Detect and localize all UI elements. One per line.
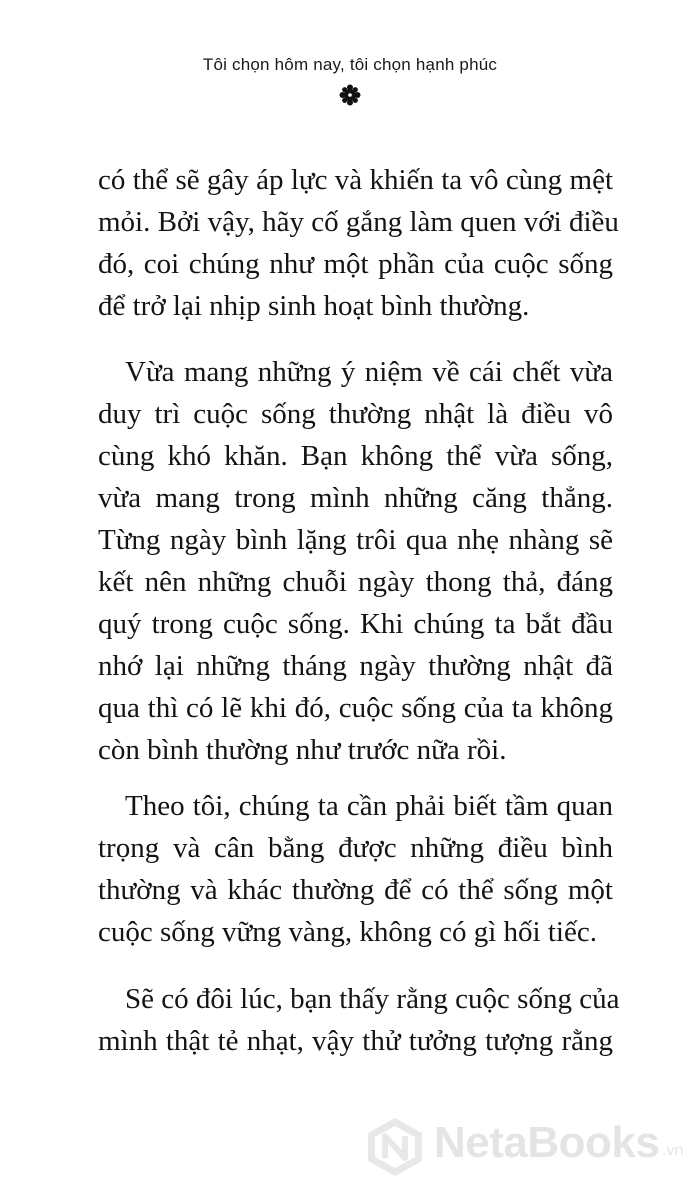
text-line: trọng và cân bằng được những điều bình bbox=[98, 832, 613, 864]
text-line: Vừa mang những ý niệm về cái chết vừa bbox=[125, 356, 613, 388]
netabooks-logo-icon bbox=[364, 1116, 426, 1178]
text-line: Theo tôi, chúng ta cần phải biết tầm quan bbox=[125, 790, 613, 822]
flower-ornament-icon bbox=[339, 84, 361, 106]
text-line: mình thật tẻ nhạt, vậy thử tưởng tượng rằng bbox=[98, 1025, 613, 1057]
text-line: cuộc sống vững vàng, không có gì hối tiếc. bbox=[98, 916, 597, 948]
text-line: đó, coi chúng như một phần của cuộc sống bbox=[98, 248, 613, 280]
text-line: để trở lại nhịp sinh hoạt bình thường. bbox=[98, 290, 530, 322]
text-line: nhớ lại những tháng ngày thường nhật đã bbox=[98, 650, 613, 682]
running-title: Tôi chọn hôm nay, tôi chọn hạnh phúc bbox=[202, 55, 498, 74]
text-line: Từng ngày bình lặng trôi qua nhẹ nhàng sẽ bbox=[98, 524, 613, 556]
text-line: Sẽ có đôi lúc, bạn thấy rằng cuộc sống của bbox=[125, 983, 620, 1015]
text-line: vừa mang trong mình những căng thẳng. bbox=[98, 482, 613, 514]
watermark-suffix: .vn bbox=[662, 1142, 684, 1159]
text-line: qua thì có lẽ khi đó, cuộc sống của ta không bbox=[98, 692, 613, 724]
text-line: quý trong cuộc sống. Khi chúng ta bắt đầu bbox=[98, 608, 613, 640]
text-line: còn bình thường như trước nữa rồi. bbox=[98, 734, 507, 766]
paragraph-2 bbox=[98, 351, 613, 771]
netabooks-watermark bbox=[364, 1112, 694, 1182]
text-line: cùng khó khăn. Bạn không thể vừa sống, bbox=[98, 440, 613, 472]
paragraph-4 bbox=[98, 978, 620, 1062]
paragraph-1 bbox=[98, 159, 619, 327]
text-line: mỏi. Bởi vậy, hãy cố gắng làm quen với điều bbox=[98, 206, 619, 238]
text-line: duy trì cuộc sống thường nhật là điều vô bbox=[98, 398, 613, 430]
watermark-brand: NetaBooks bbox=[434, 1118, 660, 1167]
paragraph-3 bbox=[98, 785, 613, 953]
text-line: kết nên những chuỗi ngày thong thả, đáng bbox=[98, 566, 613, 598]
text-line: thường và khác thường để có thể sống một bbox=[98, 874, 613, 906]
text-line: có thể sẽ gây áp lực và khiến ta vô cùng mệt bbox=[98, 164, 613, 196]
